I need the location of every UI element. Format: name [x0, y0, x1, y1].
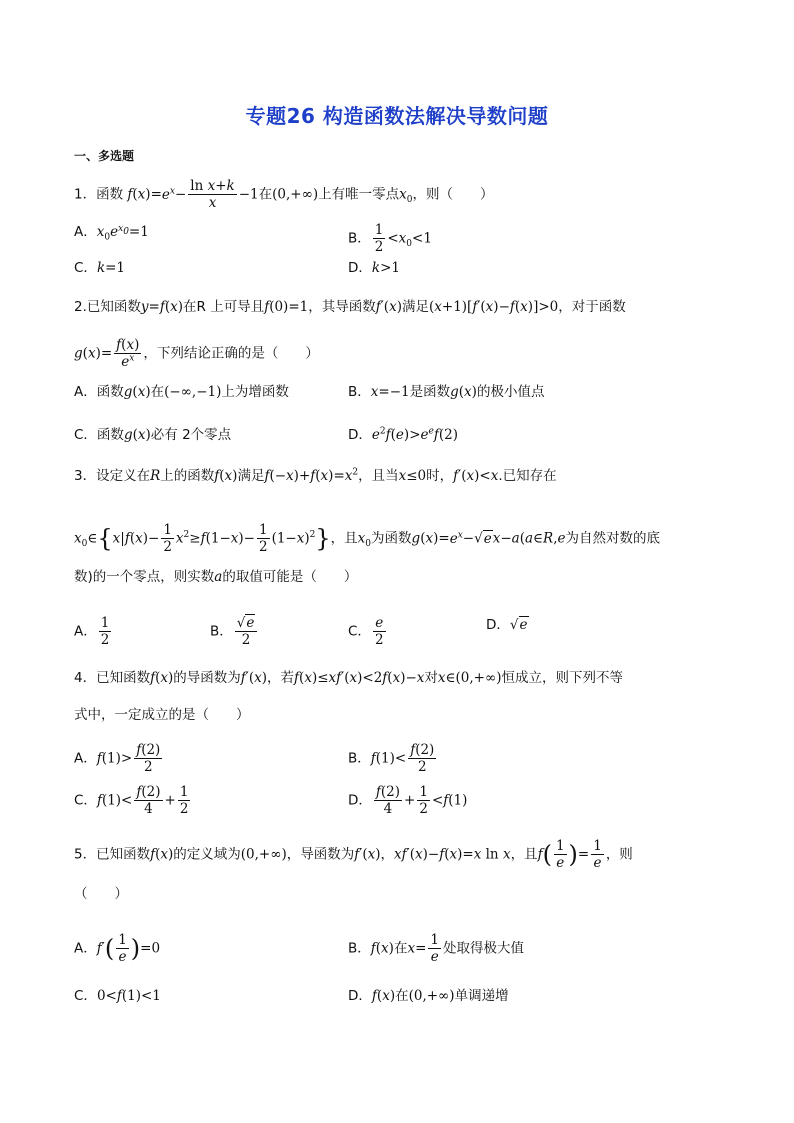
question-1: 1．函数 $f(x)=e^x-$ $\frac{\text{ln x+k}}{x}$ −1在(0,+∞)上有唯一零点$x_0$，则（ ） — [74, 178, 494, 211]
q3-option-d: D．√e — [486, 617, 528, 633]
q1-option-b: B． $\frac{1}{2}$ $<x_0<1$ — [348, 222, 432, 255]
question-3: 3．设定义在R上的函数f(x)满足$f(-x)+f(x)=x^2$，且当x≤0时，f′(x)<x.已知存在 — [74, 467, 557, 484]
q1-text: 1．函数 — [74, 186, 124, 203]
q5-option-b: B．f(x)在x= $\frac{1}{e}$ 处取得极大值 — [348, 932, 524, 965]
q2-option-b: B．x=−1是函数g(x)的极小值点 — [348, 384, 545, 400]
q5-option-d: D．f(x)在(0,+∞)单调递增 — [348, 988, 509, 1004]
page-title: 专题26 构造函数法解决导数问题 — [245, 104, 549, 128]
question-3-cont: $x_0\in\{x|f(x)-$ $\frac{1}{2}$ $x^2\ge f(1-x)-$ $\frac{1}{2}$ $(1-x)^2$}，且$x_0$为函数$g(x)=e^x-√ex-a(a\in R,e$为自然对数的底 — [74, 522, 660, 555]
question-2-cont: g(x)= $\frac{f(x)}{e^x}$ ，下列结论正确的是（ ） — [74, 337, 319, 370]
q2-option-a: A．函数g(x)在(−∞,−1)上为增函数 — [74, 384, 289, 400]
section-heading: 一、多选题 — [74, 149, 135, 163]
q4-option-b: B．f(1)< $\frac{f(2)}{2}$ — [348, 742, 435, 775]
q4-option-c: C．f(1)< $\frac{f(2)}{4}$ + $\frac{1}{2}$ — [74, 784, 189, 817]
q4-option-d: D． $\frac{f(2)}{4}$ + $\frac{1}{2}$ <f(1) — [348, 784, 468, 817]
question-3-cont2: 数)的一个零点，则实数a的取值可能是（ ） — [74, 569, 358, 585]
q2-option-c: C．函数g(x)必有 2个零点 — [74, 427, 232, 443]
q3-option-c: C． $\frac{e}{2}$ — [348, 615, 384, 648]
question-4-cont: 式中，一定成立的是（ ） — [74, 707, 250, 723]
question-5-cont: （ ） — [74, 886, 128, 902]
question-4: 4．已知函数f(x)的导函数为f′(x)，若f(x)≤xf′(x)<2f(x)−x对x∈(0,+∞)恒成立，则下列不等 — [74, 670, 624, 686]
q5-option-c: C．0<f(1)<1 — [74, 988, 161, 1004]
q1-option-a: A．$x_0e^{x_0}=1$ — [74, 223, 149, 243]
q3-option-a: A． $\frac{1}{2}$ — [74, 615, 110, 648]
q5-option-a: A．f′( $\frac{1}{e}$ )=0 — [74, 932, 161, 965]
question-5: 5．已知函数f(x)的定义域为(0,+∞)，导函数为f′(x)，xf′(x)−f(x)=x ln x，且f( $\frac{1}{e}$ )= $\frac{1}{e}$ ，则 — [74, 838, 633, 871]
q1-option-d: D．k>1 — [348, 260, 400, 276]
q3-option-b: B． $\frac{√e}{2}$ — [210, 615, 259, 648]
q4-option-a: A．f(1)> $\frac{f(2)}{2}$ — [74, 742, 161, 775]
q2-option-d: D．$e^2f(e)>e^ef(2)$ — [348, 426, 458, 443]
question-2: 2.已知函数y=f(x)在R 上可导且f(0)=1，其导函数f′(x)满足(x+1)[f′(x)−f(x)]>0，对于函数 — [74, 299, 626, 315]
q1-option-c: C．k=1 — [74, 260, 126, 276]
